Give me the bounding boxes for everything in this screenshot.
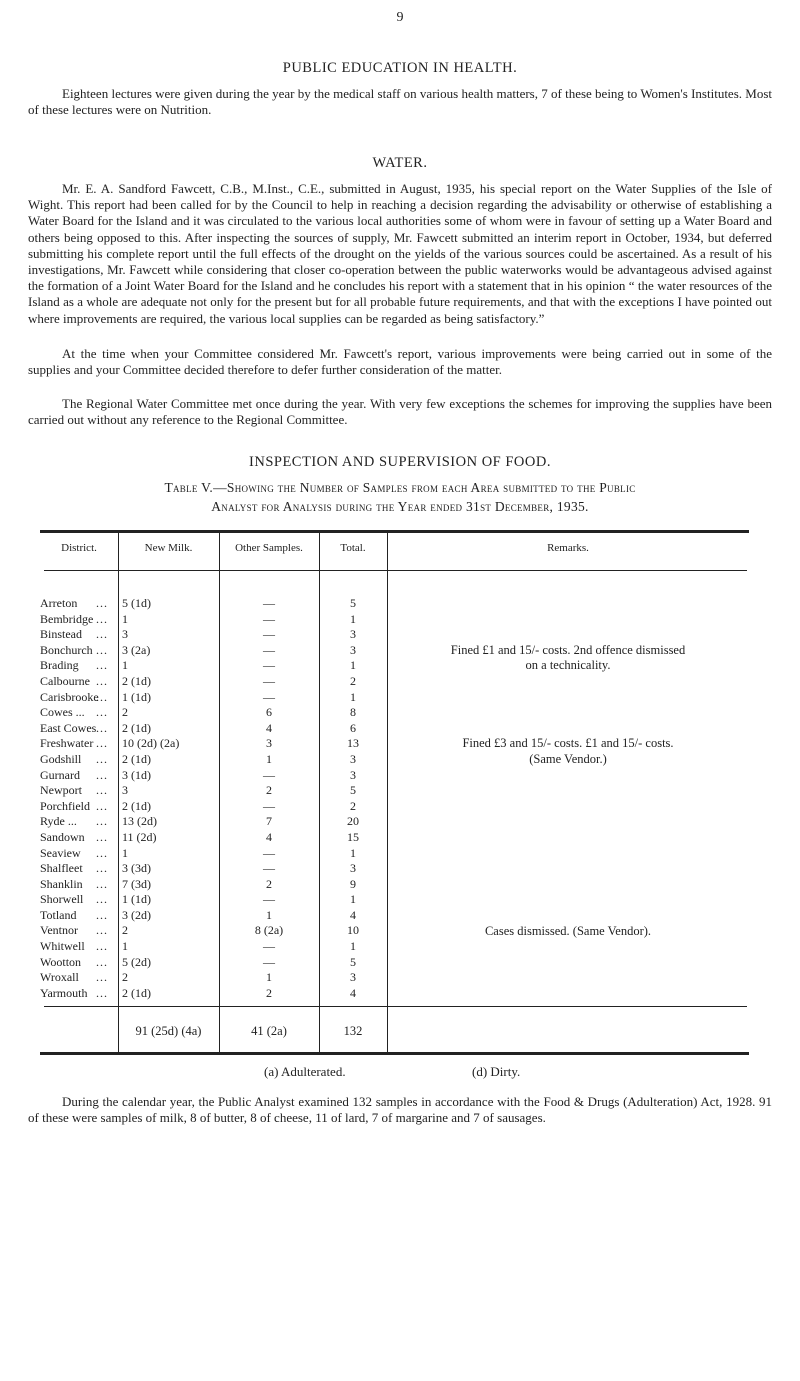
district-name: Totland (40, 907, 77, 922)
total-value: 3 (350, 861, 356, 876)
other-samples-value: — (263, 892, 275, 907)
district-name: Sandown (40, 829, 85, 844)
district-name: Yarmouth (40, 985, 88, 1000)
legend-adulterated: (a) Adulterated. (264, 1063, 346, 1079)
header-district: District. (61, 542, 97, 554)
other-samples-value: — (263, 954, 275, 969)
total-value: 13 (347, 736, 359, 751)
other-samples-value: — (263, 689, 275, 704)
new-milk-value: 11 (2d) (122, 829, 157, 844)
other-samples-value: 6 (266, 705, 272, 720)
header-total: Total. (340, 542, 366, 554)
other-samples-value: — (263, 767, 275, 782)
new-milk-value: 1 (122, 611, 128, 626)
row-dots: ... (96, 611, 108, 626)
district-name: Porchfield (40, 798, 90, 813)
header-other-samples: Other Samples. (235, 542, 303, 554)
district-name: Bembridge (40, 611, 94, 626)
row-dots: ... (96, 845, 108, 860)
row-dots: ... (96, 954, 108, 969)
district-name: Bonchurch (40, 642, 93, 657)
district-name: Whitwell (40, 939, 85, 954)
new-milk-value: 2 (1d) (122, 673, 151, 688)
new-milk-value: 2 (122, 923, 128, 938)
new-milk-value: 3 (2d) (122, 907, 151, 922)
total-value: 1 (350, 611, 356, 626)
table-row (40, 799, 749, 815)
remark-ventnor: Cases dismissed. (Same Vendor). (484, 923, 652, 938)
row-dots: ... (96, 861, 108, 876)
total-value: 1 (350, 939, 356, 954)
total-other-samples: 41 (2a) (251, 1023, 287, 1038)
other-samples-value: — (263, 627, 275, 642)
row-dots: ... (96, 705, 108, 720)
total-value: 9 (350, 876, 356, 891)
total-value: 5 (350, 954, 356, 969)
table-row (40, 705, 749, 721)
total-value: 1 (350, 892, 356, 907)
total-samples: 132 (343, 1023, 363, 1038)
total-value: 3 (350, 751, 356, 766)
total-value: 6 (350, 720, 356, 735)
row-dots: ... (96, 751, 108, 766)
district-name: Ryde ... (40, 814, 77, 829)
new-milk-value: 7 (3d) (122, 876, 151, 891)
other-samples-value: — (263, 642, 275, 657)
total-value: 1 (350, 689, 356, 704)
new-milk-value: 13 (2d) (122, 814, 157, 829)
table-row (40, 768, 749, 784)
district-name: Cowes ... (40, 705, 85, 720)
legend-dirty: (d) Dirty. (472, 1063, 521, 1079)
row-dots: ... (96, 673, 108, 688)
new-milk-value: 1 (122, 939, 128, 954)
district-name: Godshill (40, 751, 82, 766)
table-row (40, 908, 749, 924)
row-dots: ... (96, 985, 108, 1000)
table-row (40, 627, 749, 643)
row-dots: ... (96, 642, 108, 657)
other-samples-value: — (263, 611, 275, 626)
row-dots: ... (96, 798, 108, 813)
new-milk-value: 3 (2a) (122, 642, 151, 657)
table-row (40, 814, 749, 830)
row-dots: ... (96, 970, 108, 985)
total-value: 1 (350, 658, 356, 673)
row-dots: ... (96, 627, 108, 642)
total-value: 2 (350, 798, 356, 813)
district-name: Newport (40, 783, 82, 798)
total-value: 15 (347, 829, 359, 844)
other-samples-value: 1 (266, 751, 272, 766)
row-dots: ... (96, 596, 108, 610)
new-milk-value: 3 (122, 627, 128, 642)
table-row (40, 612, 749, 628)
water-paragraph-2: At the time when your Committee considered Mr. Fawcett's report, various improvements were being carried out in some of the supplies and your Committee decided therefore to defer further consideration of the matter. (28, 346, 772, 378)
district-name: Wootton (40, 954, 82, 969)
total-value: 3 (350, 970, 356, 985)
row-dots: ... (96, 829, 108, 844)
new-milk-value: 5 (1d) (122, 596, 151, 610)
water-paragraph-3: The Regional Water Committee met once during the year. With very few exceptions the schemes for improving the supplies have been carried out without any reference to the Regional Committee. (28, 396, 772, 428)
new-milk-value: 2 (1d) (122, 985, 151, 1000)
table-row (40, 830, 749, 846)
table-row (40, 861, 749, 877)
row-dots: ... (96, 876, 108, 891)
remark-bonchurch-line-1: Fined £1 and 15/- costs. 2nd offence dismissed (450, 642, 686, 657)
district-name: Shorwell (40, 892, 84, 907)
district-name: Wroxall (40, 970, 79, 985)
other-samples-value: 2 (266, 783, 272, 798)
new-milk-value: 2 (1d) (122, 720, 151, 735)
new-milk-value: 1 (1d) (122, 689, 151, 704)
education-paragraph: Eighteen lectures were given during the year by the medical staff on various health matters, 7 of these being to Women's Institutes. Most of these lectures were on Nutrition. (28, 86, 772, 118)
remark-freshwater-line-2: (Same Vendor.) (529, 752, 607, 766)
district-name: Binstead (40, 627, 82, 642)
table-row (40, 955, 749, 971)
new-milk-value: 3 (3d) (122, 861, 151, 876)
total-value: 4 (350, 907, 356, 922)
other-samples-value: — (263, 673, 275, 688)
row-dots: ... (96, 736, 108, 751)
district-name: Calbourne (40, 673, 90, 688)
district-name: Carisbrooke (40, 689, 99, 704)
table-row (40, 986, 749, 1002)
table-caption-line-1: Table V.—Showing the Number of Samples from each Area submitted to the Public (164, 480, 636, 495)
new-milk-value: 2 (1d) (122, 751, 151, 766)
district-name: Shalfleet (40, 861, 83, 876)
district-name: Arreton (40, 596, 78, 610)
new-milk-value: 1 (122, 845, 128, 860)
table-row (40, 877, 749, 893)
total-value: 5 (350, 596, 356, 610)
new-milk-value: 5 (2d) (122, 954, 151, 969)
table-row (40, 970, 749, 986)
total-value: 20 (347, 814, 359, 829)
food-heading: INSPECTION AND SUPERVISION OF FOOD. (249, 454, 551, 470)
remark-bonchurch-line-2: on a technicality. (525, 658, 611, 673)
district-name: Brading (40, 658, 79, 673)
page-number: 9 (396, 10, 404, 25)
header-remarks: Remarks. (547, 542, 589, 554)
table-row (40, 846, 749, 862)
header-new-milk: New Milk. (144, 542, 193, 554)
new-milk-value: 1 (1d) (122, 892, 151, 907)
row-dots: ... (96, 939, 108, 954)
district-name: Seaview (40, 845, 81, 860)
other-samples-value: 1 (266, 907, 272, 922)
other-samples-value: 4 (266, 829, 272, 844)
total-value: 1 (350, 845, 356, 860)
total-value: 3 (350, 627, 356, 642)
table-row (40, 721, 749, 737)
new-milk-value: 3 (122, 783, 128, 798)
district-name: Gurnard (40, 767, 80, 782)
other-samples-value: — (263, 596, 275, 610)
table-bottom-rule (40, 1052, 749, 1055)
other-samples-value: — (263, 845, 275, 860)
total-value: 5 (350, 783, 356, 798)
total-value: 8 (350, 705, 356, 720)
total-value: 3 (350, 642, 356, 657)
total-value: 3 (350, 767, 356, 782)
row-dots: ... (96, 892, 108, 907)
table-row (40, 892, 749, 908)
new-milk-value: 2 (122, 705, 128, 720)
new-milk-value: 3 (1d) (122, 767, 151, 782)
row-dots: ... (96, 814, 108, 829)
other-samples-value: 7 (266, 814, 272, 829)
row-dots: ... (96, 907, 108, 922)
table-body-rule (44, 1006, 747, 1007)
other-samples-value: 1 (266, 970, 272, 985)
other-samples-value: 3 (266, 736, 272, 751)
total-new-milk: 91 (25d) (4a) (135, 1023, 202, 1038)
row-dots: ... (96, 689, 108, 704)
other-samples-value: — (263, 939, 275, 954)
total-value: 2 (350, 673, 356, 688)
total-value: 10 (347, 923, 359, 938)
table-row (40, 674, 749, 690)
district-name: Freshwater (40, 736, 94, 751)
district-name: Ventnor (40, 923, 78, 938)
new-milk-value: 1 (122, 658, 128, 673)
new-milk-value: 2 (122, 970, 128, 985)
closing-paragraph: During the calendar year, the Public Analyst examined 132 samples in accordance with the Food & Drugs (Adulteration) Act, 1928. 91 of these were samples of milk, 8 of butter, 8 of cheese, 11 of lard, 7 of margarine and 7 of sausages. (28, 1093, 772, 1125)
education-heading: PUBLIC EDUCATION IN HEALTH. (282, 60, 518, 76)
district-name: East Cowes (40, 720, 97, 735)
remark-freshwater-line-1: Fined £3 and 15/- costs. £1 and 15/- costs. (462, 736, 674, 751)
table-row (40, 939, 749, 955)
table-caption-line-2: Analyst for Analysis during the Year ended 31st December, 1935. (211, 499, 589, 514)
row-dots: ... (96, 923, 108, 938)
other-samples-value: — (263, 798, 275, 813)
new-milk-value: 2 (1d) (122, 798, 151, 813)
other-samples-value: 4 (266, 720, 272, 735)
table-header-rule (44, 570, 747, 571)
table-row (40, 596, 749, 612)
row-dots: ... (96, 658, 108, 673)
other-samples-value: — (263, 861, 275, 876)
water-heading: WATER. (372, 155, 428, 171)
row-dots: ... (96, 720, 108, 735)
table-row (40, 690, 749, 706)
table-top-rule (40, 530, 749, 533)
new-milk-value: 10 (2d) (2a) (122, 736, 180, 751)
other-samples-value: 2 (266, 985, 272, 1000)
table-row (40, 783, 749, 799)
water-paragraph-1: Mr. E. A. Sandford Fawcett, C.B., M.Inst., C.E., submitted in August, 1935, his special report on the Water Supplies of the Isle of Wight. This report had been called for by the Council to help in reaching a decision regarding the advisability or otherwise of establishing a Water Board for the Island and it was circulated to the various local authorities some of whom were in favour of setting up a Water Board and others being opposed to this. After inspecting the sources of supply, Mr. Fawcett submitted an interim report in October, 1934, but deferred submitting his complete report until the full effects of the drought on the yields of the various sources could be ascertained. As a result of his investigations, Mr. Fawcett while considering that closer co-operation between the public waterworks would be advantageous advised against the formation of a Joint Water Board for the Island and he concludes his report with a statement that in his opinion “ the water resources of the Island as a whole are adequate not only for the present but for all probable future requirements, and that with the exceptions I have pointed out where improvements are required, the various local supplies can be regarded as being satisfactory.” (28, 181, 772, 326)
row-dots: ... (96, 783, 108, 798)
total-value: 4 (350, 985, 356, 1000)
other-samples-value: 8 (2a) (254, 923, 284, 938)
row-dots: ... (96, 767, 108, 782)
district-name: Shanklin (40, 876, 83, 891)
other-samples-value: — (263, 658, 275, 673)
other-samples-value: 2 (266, 876, 272, 891)
